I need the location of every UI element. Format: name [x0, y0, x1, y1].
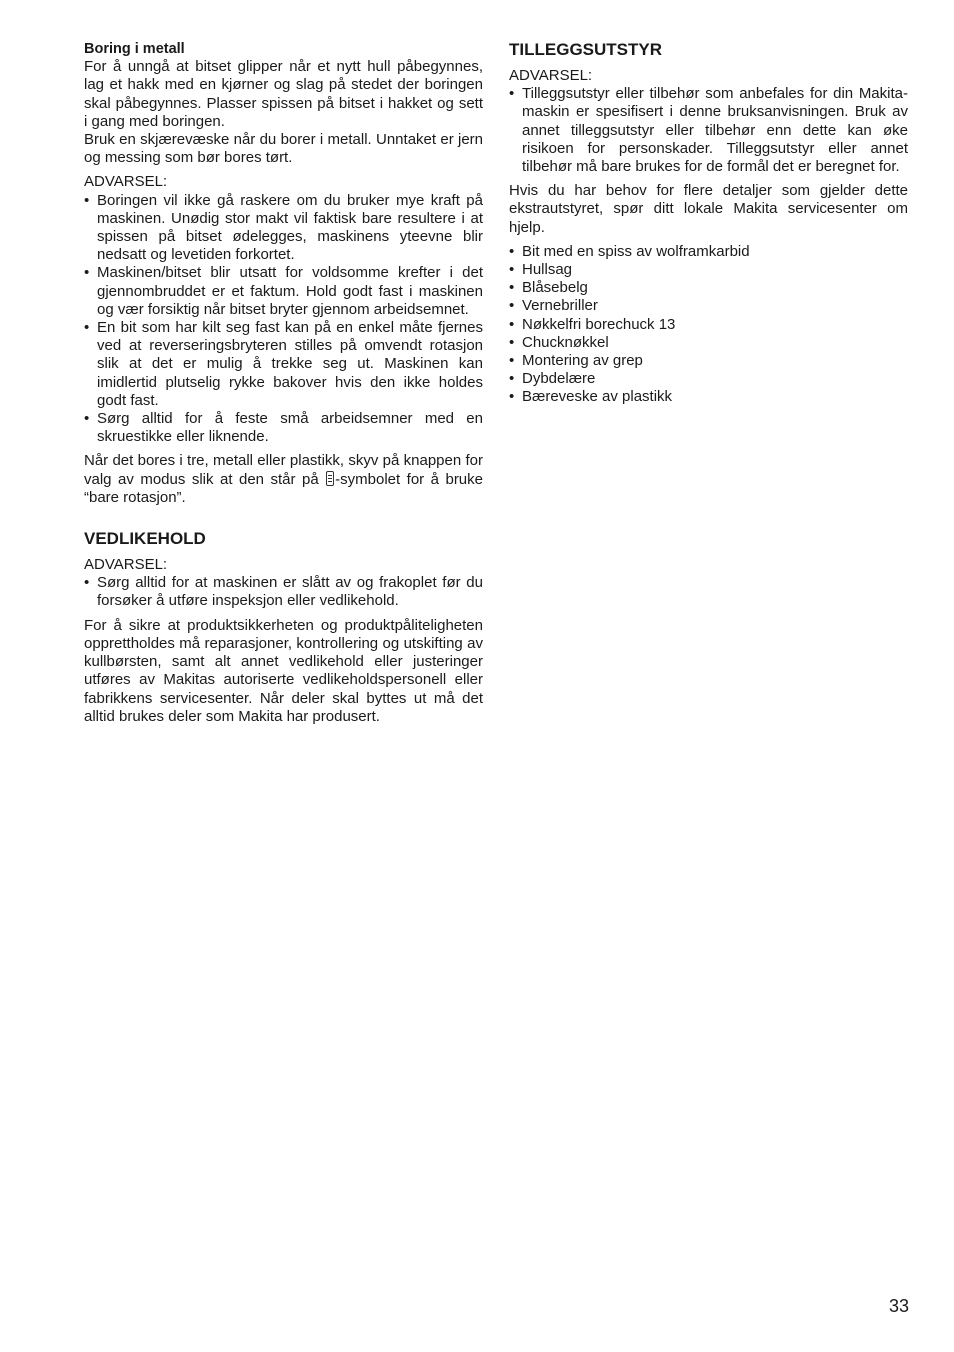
bullet: •	[509, 315, 515, 333]
list-item: • Nøkkelfri borechuck 13	[509, 315, 676, 333]
bullet: •	[509, 352, 515, 370]
bullet: •	[509, 388, 515, 406]
list-item: • Hullsag	[509, 261, 573, 279]
accessories-heading: TILLEGGSUTSTYR	[509, 40, 662, 59]
list-item: • Vernebriller	[509, 297, 598, 315]
bullet: •	[509, 297, 515, 315]
accessories-warning-list	[509, 85, 908, 176]
bullet: •	[84, 410, 90, 428]
bullet: •	[509, 279, 515, 297]
list-item: • Blåsebelg	[509, 279, 588, 297]
bullet: •	[84, 264, 90, 282]
list-item: • Tilleggsutstyr eller tilbehør som anbefales for din Makita-maskin er spesifisert i denne bruksanvisningen. Bruk av annet tilleggsutstyr eller tilbehør enn dette kan øke risikoen for personskader. Tilleggsutstyr eller annet tilbehør må bare brukes for de formål det er beregnet for.	[509, 85, 908, 176]
list-item: • Sørg alltid for å feste små arbeidsemner med en skruestikke eller liknende.	[84, 410, 483, 446]
list-item: • Dybdelære	[509, 370, 596, 388]
bullet: •	[84, 319, 90, 337]
bullet: •	[509, 333, 515, 351]
accessories-list	[509, 243, 908, 407]
bullet: •	[84, 574, 90, 592]
maintenance-warning-label: ADVARSEL:	[84, 556, 168, 574]
list-item: • Chucknøkkel	[509, 333, 609, 351]
drilling-metal-paragraph-1: For å unngå at bitset glipper når et nytt hull påbegynnes, lag et hakk med en kjørner og slag på stedet der boringen skal påbegynnes. Plasser spissen på bitset i hakket og sett i gang med boringen.	[84, 58, 483, 130]
bullet: •	[509, 242, 515, 260]
page-number: 33	[888, 1296, 909, 1316]
drilling-warning-list	[84, 192, 483, 447]
right-column	[509, 40, 908, 407]
list-item: • En bit som har kilt seg fast kan på en enkel måte fjernes ved at reverseringsbryteren stilles på omvendt rotasjon slik at det er mulig å trekke seg ut. Maskinen kan imidlertid plutselig rykke bakover hvis den ikke holdes godt fast.	[84, 319, 483, 409]
drilling-metal-title: Boring i metall	[84, 41, 185, 57]
left-column	[84, 40, 483, 726]
list-item: • Boringen vil ikke gå raskere om du bruker mye kraft på maskinen. Unødig stor makt vil faktisk bare resultere i at spissen på bitset ødelegges, maskinens yteevne blir nedsatt og levetiden forkortet.	[84, 191, 483, 264]
drilling-warning-label: ADVARSEL:	[84, 173, 168, 191]
mode-selection-paragraph: Når det bores i tre, metall eller plastikk, skyv på knappen for valg av modus slik at den står på -symbolet for å bruke “bare rotasjon”.	[84, 452, 483, 506]
maintenance-warning-list	[84, 574, 483, 610]
bullet: •	[509, 261, 515, 279]
bullet: •	[509, 85, 515, 103]
accessories-warning-label: ADVARSEL:	[509, 67, 593, 84]
list-item: • Bæreveske av plastikk	[509, 388, 673, 406]
bullet: •	[84, 191, 90, 209]
list-item: • Bit med en spiss av wolframkarbid	[509, 242, 750, 260]
maintenance-heading: VEDLIKEHOLD	[84, 529, 206, 549]
list-item: • Maskinen/bitset blir utsatt for voldsomme krefter i det gjennombruddet er et faktum. Hold godt fast i maskinen og vær forsiktig når bitset bryter gjennom arbeidsemnet.	[84, 264, 483, 318]
maintenance-paragraph: For å sikre at produktsikkerheten og produktpåliteligheten opprettholdes må reparasjoner, kontrollering og utskifting av kullbørsten, samt alt annet vedlikehold eller justeringer utføres av Makitas autoriserte vedlikeholdspersonell eller fabrikkens servicesenter. Når deler skal byttes ut må det alltid brukes deler som Makita har produsert.	[84, 616, 483, 725]
list-item: • Montering av grep	[509, 352, 643, 370]
rotation-only-symbol-icon	[326, 471, 334, 486]
list-item: • Sørg alltid for at maskinen er slått av og frakoplet før du forsøker å utføre inspeksjon eller vedlikehold.	[84, 574, 483, 610]
bullet: •	[509, 370, 515, 388]
drilling-metal-paragraph-2: Bruk en skjærevæske når du borer i metall. Unntaket er jern og messing som bør bores tørt.	[84, 131, 483, 167]
accessories-info-paragraph: Hvis du har behov for flere detaljer som gjelder dette ekstrautstyret, spør ditt lokale Makita servicesenter om hjelp.	[509, 182, 908, 236]
